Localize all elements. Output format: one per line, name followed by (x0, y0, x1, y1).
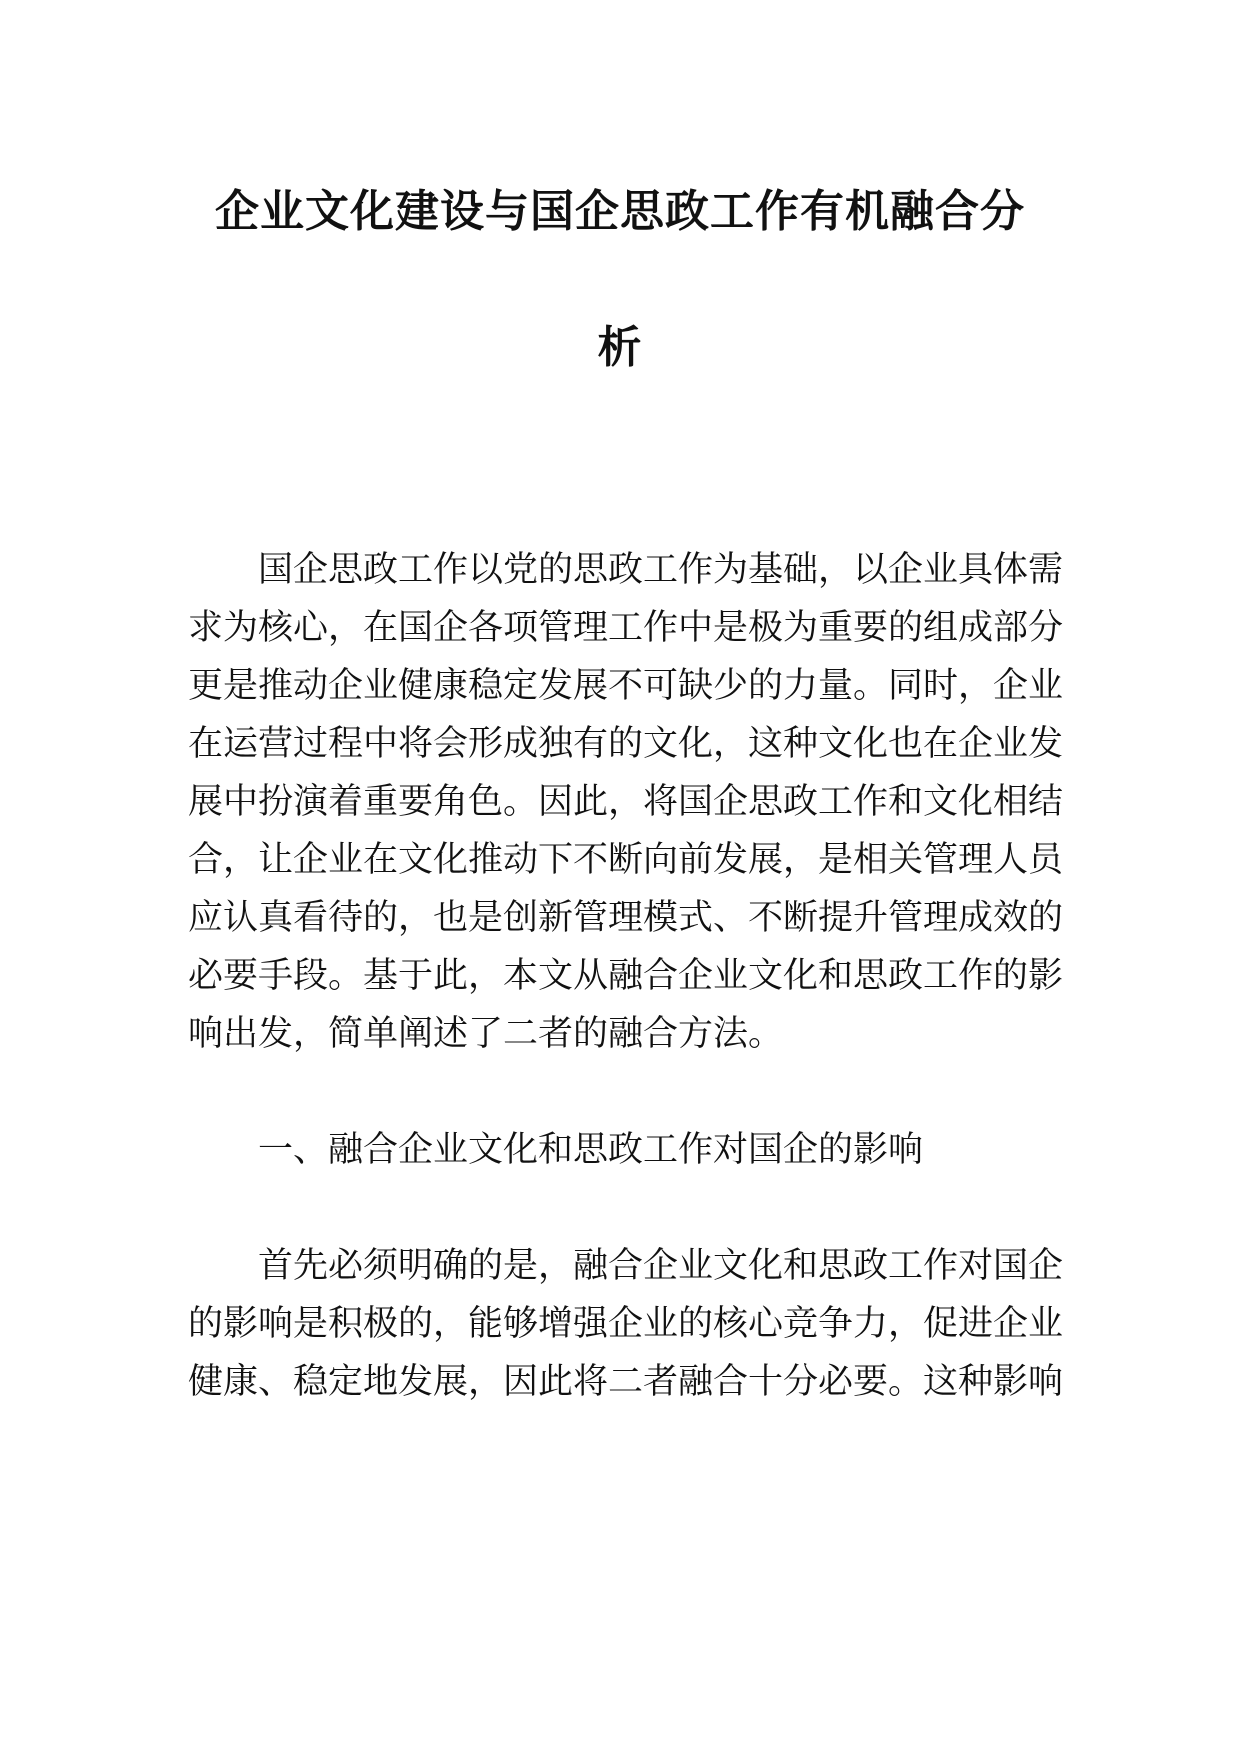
paragraph-line: 健康、稳定地发展，因此将二者融合十分必要。这种影响 (188, 1362, 1064, 1402)
paragraph-line: 国企思政工作以党的思政工作为基础，以企业具体需 (258, 550, 1064, 590)
paragraph-line: 在运营过程中将会形成独有的文化，这种文化也在企业发 (188, 724, 1064, 764)
paragraph-line: 应认真看待的，也是创新管理模式、不断提升管理成效的 (188, 898, 1064, 938)
paragraph-line: 展中扮演着重要角色。因此，将国企思政工作和文化相结 (188, 782, 1064, 822)
paragraph-line: 合，让企业在文化推动下不断向前发展，是相关管理人员 (188, 840, 1064, 880)
paragraph-line: 求为核心，在国企各项管理工作中是极为重要的组成部分 (188, 608, 1064, 648)
section-heading: 一、融合企业文化和思政工作对国企的影响 (258, 1130, 924, 1170)
paragraph-line: 必要手段。基于此，本文从融合企业文化和思政工作的影 (188, 956, 1064, 996)
paragraph-line: 更是推动企业健康稳定发展不可缺少的力量。同时，企业 (188, 666, 1064, 706)
document-title-line-2: 析 (597, 322, 643, 373)
document-title-line-1: 企业文化建设与国企思政工作有机融合分 (215, 186, 1025, 237)
paragraph-line: 响出发，简单阐述了二者的融合方法。 (188, 1014, 784, 1054)
paragraph-line: 的影响是积极的，能够增强企业的核心竞争力，促进企业 (188, 1304, 1064, 1344)
paragraph-line: 首先必须明确的是，融合企业文化和思政工作对国企 (258, 1246, 1064, 1286)
